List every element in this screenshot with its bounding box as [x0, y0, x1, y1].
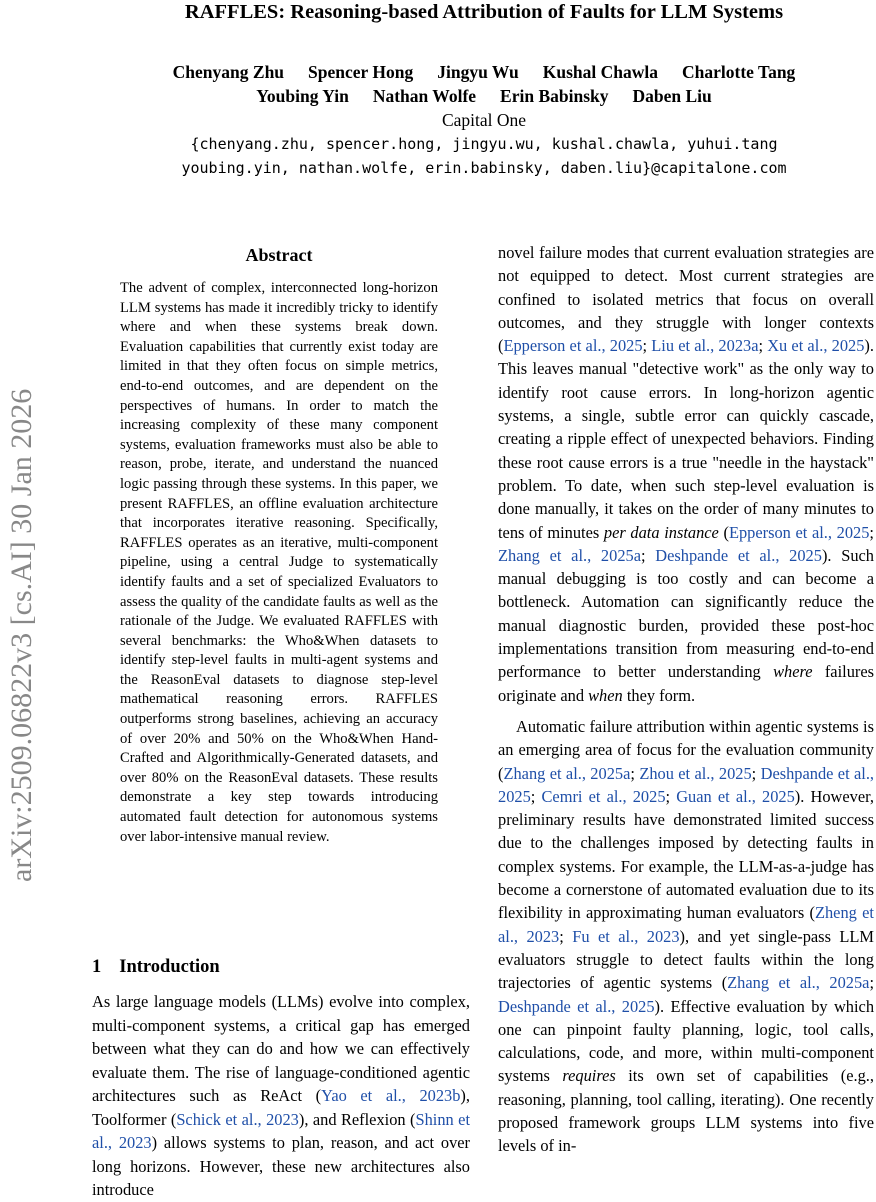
text: ;: [559, 926, 573, 946]
citation-link[interactable]: Zhang et al., 2025a: [727, 973, 870, 993]
citation-link[interactable]: Zheng et al., 2023: [498, 903, 874, 946]
citation-link[interactable]: Yao et al., 2023b: [321, 1086, 461, 1105]
intro-paragraph-1: [92, 990, 470, 1202]
text: ;: [640, 545, 656, 565]
text: ) allows systems to plan, reason, and act over long horizons. However, these new architectures also introduce: [92, 1133, 470, 1199]
section-number: 1: [92, 957, 102, 977]
citation-link[interactable]: Fu et al., 2023: [572, 926, 680, 946]
text: ). Such manual debugging is too costly and can become a bottleneck. Automation can significantly reduce the manual diagnostic burden, provided these post-hoc implementations transition from measuring end-to-end performance to better understanding: [498, 545, 875, 682]
text: ;: [665, 786, 677, 806]
arxiv-identifier-stamp: arXiv:2509.06822v3 [cs.AI] 30 Jan 2026: [5, 388, 38, 882]
text: ). Effective evaluation by which one can pinpoint faulty planning, logic, tool calls, calculations, code, and more, within multi-component systems: [498, 996, 875, 1086]
emphasis: per data instance: [603, 522, 719, 542]
text: ;: [751, 763, 761, 783]
emphasis: where: [773, 662, 813, 682]
citation-link[interactable]: Zhang et al., 2025a: [498, 545, 641, 565]
text: ), and Reflexion (: [298, 1109, 416, 1129]
text: ;: [869, 522, 874, 542]
text: novel failure modes that current evaluation strategies are not equipped to detect. Most current strategies are confined to isolated metrics that focus on overall outcomes, and they struggle with longer contexts (: [498, 243, 874, 356]
text: ;: [630, 763, 640, 783]
author-name: Daben Liu: [632, 86, 712, 106]
affiliation: Capital One: [441, 110, 527, 130]
email-line-1: {chenyang.zhu, spencer.hong, jingyu.wu, kushal.chawla, yuhui.tang: [190, 135, 778, 153]
text: ). This leaves manual "detective work" as the only way to identify root cause errors. In long-horizon agentic systems, a single, subtle error can quickly cascade, creating a ripple effect of unexpected behaviors. Finding these root cause errors is a true "needle in the haystack" problem. To date, when such step-level evaluation is done manually, it takes on the order of many minutes to tens of minutes: [498, 336, 874, 542]
citation-link[interactable]: Schick et al., 2023: [176, 1109, 299, 1129]
citation-link[interactable]: Liu et al., 2023a: [651, 336, 759, 356]
citation-link[interactable]: Cemri et al., 2025: [541, 786, 666, 806]
text: its own set of capabilities (e.g., reasoning, planning, tool calling, iterating). One recently proposed framework groups LLM systems into five levels of in-: [498, 1066, 874, 1156]
author-name: Erin Babinsky: [500, 86, 609, 106]
section-title: Introduction: [119, 957, 220, 977]
abstract-heading: Abstract: [245, 245, 313, 265]
author-row-2: [92, 84, 876, 108]
citation-link[interactable]: Deshpande et al., 2025: [498, 996, 655, 1016]
author-name: Jingyu Wu: [437, 62, 519, 82]
emphasis: requires: [562, 1066, 616, 1086]
intro-paragraph-2: [498, 715, 874, 1158]
citation-link[interactable]: Shinn et al., 2023: [92, 1109, 471, 1152]
citation-link[interactable]: Guan et al., 2025: [676, 786, 795, 806]
author-row-1: [92, 60, 876, 84]
citation-link[interactable]: Xu et al., 2025: [767, 336, 865, 356]
citation-link[interactable]: Zhou et al., 2025: [639, 763, 752, 783]
text: ). However, preliminary results have demonstrated limited success due to the challenges imposed by detecting faults in complex systems. For example, the LLM-as-a-judge has become a cornerstone of automated evaluation due to its flexibility in approximating human evaluators (: [498, 786, 874, 923]
citation-link[interactable]: Deshpande et al., 2025: [655, 545, 822, 565]
text: failures originate and: [498, 662, 874, 705]
author-list: [92, 60, 876, 108]
text: (: [718, 522, 729, 542]
author-name: Spencer Hong: [308, 62, 414, 82]
text: As large language models (LLMs) evolve into complex, multi-component systems, a critical gap has emerged between what they can do and how we can effectively evaluate them. The rise of language-conditioned agentic architectures such as ReAct (: [92, 992, 470, 1105]
email-line-2: youbing.yin, nathan.wolfe, erin.babinsky, daben.liu}@capitalone.com: [181, 159, 787, 177]
author-emails: [92, 132, 876, 180]
author-name: Charlotte Tang: [682, 62, 796, 82]
citation-link[interactable]: Epperson et al., 2025: [503, 336, 643, 356]
citation-link[interactable]: Zhang et al., 2025a: [503, 763, 631, 783]
text: Automatic failure attribution within agentic systems is an emerging area of focus for the evaluation community (: [498, 716, 874, 783]
text: they form.: [622, 685, 696, 705]
abstract-paragraph: The advent of complex, interconnected long-horizon LLM systems has made it incredibly tricky to identify where and when these systems break down. Evaluation capabilities that currently exist today are limited in that they often focus on simple metrics, end-to-end outcomes, and are dependent on the perspectives of humans. In order to match the increasing complexity of these many component systems, evaluation frameworks must also be able to reason, probe, iterate, and understand the nuanced logic passing through these systems. In this paper, we present RAFFLES, an offline evaluation architecture that incorporates iterative reasoning. Specifically, RAFFLES operates as an iterative, multi-component pipeline, using a central Judge to systematically identify faults and a set of specialized Evaluators to assess the quality of the candidate faults as well as the rationale of the Judge. We evaluated RAFFLES with several benchmarks: the Who&When datasets to identify step-level faults in multi-agent systems and the ReasonEval datasets to diagnose step-level mathematical reasoning errors. RAFFLES outperforms strong baselines, achieving an accuracy of over 20% and 50% on the Who&When Hand-Crafted and Algorithmically-Generated datasets, and over 80% on the ReasonEval datasets. These results demonstrate a key step towards introducing automated fault detection for autonomous systems over labor-intensive manual review.: [120, 280, 438, 845]
text: ;: [642, 336, 652, 356]
abstract-body: [120, 279, 438, 847]
text: ;: [530, 786, 542, 806]
citation-link[interactable]: Deshpande et al., 2025: [498, 763, 875, 806]
emphasis: when: [588, 685, 623, 705]
author-name: Nathan Wolfe: [372, 86, 477, 106]
paper-title: RAFFLES: Reasoning-based Attribution of Faults for LLM Systems: [184, 1, 784, 23]
author-name: Youbing Yin: [256, 86, 349, 106]
text: ;: [869, 973, 874, 993]
author-name: Chenyang Zhu: [172, 62, 285, 82]
text: ;: [758, 336, 768, 356]
intro-paragraph-continued: [498, 241, 874, 707]
text: ), and yet single-pass LLM evaluators struggle to detect faults within the long trajectories of agentic systems (: [498, 926, 874, 993]
section-heading-introduction: [92, 955, 472, 979]
right-column-body: [498, 241, 874, 1158]
text: ), Toolformer (: [92, 1086, 470, 1129]
citation-link[interactable]: Epperson et al., 2025: [728, 522, 870, 542]
author-name: Kushal Chawla: [542, 62, 659, 82]
left-column-body: [92, 990, 470, 1202]
